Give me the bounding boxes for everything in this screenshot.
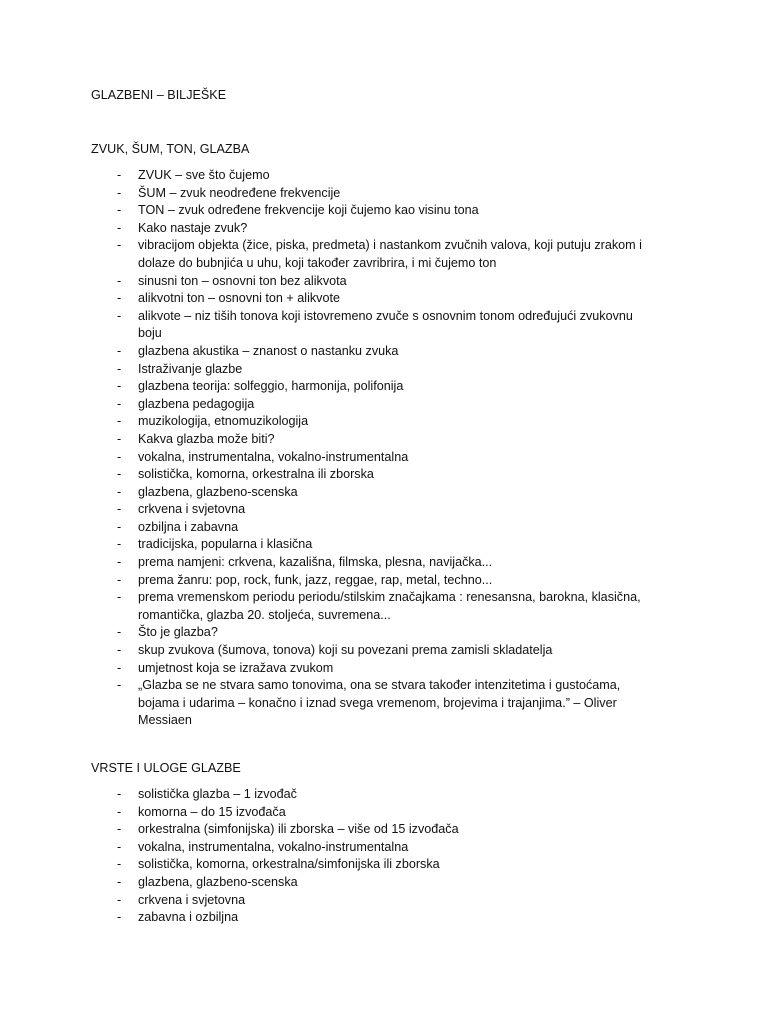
list-item (0, 874, 658, 892)
bullet-dash: - (117, 484, 122, 499)
list-item-text: crkvena i svjetovna (138, 892, 246, 907)
bullet-dash: - (117, 291, 122, 306)
bullet-dash: - (117, 555, 122, 570)
bullet-dash: - (117, 643, 122, 658)
list-item-text: orkestralna (simfonijska) ili zborska – više od 15 izvođača (138, 822, 459, 837)
bullet-dash: - (117, 519, 122, 534)
list-item (0, 343, 658, 361)
list-item-text: vokalna, instrumentalna, vokalno-instrumentalna (138, 839, 409, 854)
bullet-dash: - (117, 910, 122, 925)
list-item (0, 202, 658, 220)
list-item (0, 536, 658, 554)
list-item-text: Što je glazba? (138, 625, 218, 640)
list-item (0, 660, 658, 678)
bullet-dash: - (117, 625, 122, 640)
bullet-dash: - (117, 308, 122, 323)
list-item (0, 167, 658, 185)
list-item-text: Istraživanje glazbe (138, 361, 243, 376)
list-item-text: komorna – do 15 izvođača (138, 804, 286, 819)
list-item (0, 237, 658, 272)
list-item (0, 290, 658, 308)
bullet-dash: - (117, 857, 122, 872)
list-item-text: alikvote – niz tiših tonova koji istovremeno zvuče s osnovnim tonom određujući zvukovnu boju (138, 308, 633, 341)
list-item (0, 589, 658, 624)
list-item-text: solistička, komorna, orkestralna ili zborska (138, 467, 374, 482)
list-item (0, 308, 658, 343)
list-item (0, 892, 658, 910)
bullet-dash: - (117, 660, 122, 675)
list-item-text: glazbena, glazbeno-scenska (138, 484, 298, 499)
list-item-text: skup zvukova (šumova, tonova) koji su povezani prema zamisli skladatelja (138, 643, 553, 658)
bullet-dash: - (117, 804, 122, 819)
bullet-dash: - (117, 431, 122, 446)
bullet-dash: - (117, 273, 122, 288)
list-item-text: prema vremenskom periodu periodu/stilskim značajkama : renesansna, barokna, klasična, romantička, glazba 20. stoljeća, suvremena... (138, 590, 641, 622)
bullet-dash: - (117, 379, 122, 394)
list-item-text: alikvotni ton – osnovni ton + alikvote (138, 291, 340, 306)
bullet-dash: - (117, 787, 122, 801)
bullet-dash: - (117, 572, 122, 587)
notes-list-vrste (0, 786, 768, 927)
list-item (0, 484, 658, 502)
list-item (0, 909, 658, 927)
document-title: GLAZBENI – BILJEŠKE (91, 88, 227, 102)
list-item-text: glazbena akustika – znanost o nastanku zvuka (138, 343, 399, 358)
section-heading-zvuk: ZVUK, ŠUM, TON, GLAZBA (91, 142, 250, 156)
bullet-dash: - (117, 203, 122, 218)
bullet-dash: - (117, 168, 122, 182)
bullet-dash: - (117, 892, 122, 907)
list-item-text: zabavna i ozbiljna (138, 910, 239, 925)
list-item-text: „Glazba se ne stvara samo tonovima, ona se stvara također intenzitetima i gustoćama, bojama i udarima – konačno i iznad svega vremenom, brojevima i trajanjima.” – Oliver Messiaen (138, 678, 621, 728)
list-item-text: muzikologija, etnomuzikologija (138, 414, 309, 429)
bullet-dash: - (117, 396, 122, 411)
bullet-dash: - (117, 343, 122, 358)
list-item-text: solistička glazba – 1 izvođač (138, 787, 297, 801)
list-item-text: Kakva glazba može biti? (138, 431, 275, 446)
bullet-dash: - (117, 590, 122, 605)
list-item (0, 273, 658, 291)
bullet-dash: - (117, 414, 122, 429)
list-item (0, 677, 658, 730)
list-item-text: ZVUK – sve što čujemo (138, 168, 270, 182)
bullet-dash: - (117, 449, 122, 464)
list-item (0, 572, 658, 590)
bullet-dash: - (117, 678, 122, 693)
list-item-text: umjetnost koja se izražava zvukom (138, 660, 334, 675)
list-item-text: ŠUM – zvuk neodređene frekvencije (138, 185, 341, 200)
list-item-text: glazbena teorija: solfeggio, harmonija, polifonija (138, 379, 404, 394)
list-item (0, 361, 658, 379)
list-item (0, 839, 658, 857)
list-item-text: vibracijom objekta (žice, piska, predmeta) i nastankom zvučnih valova, koji putuju zrakom i dolaze do bubnjića u uhu, koji također zavribrira, i mi čujemo ton (138, 238, 642, 270)
list-item (0, 624, 658, 642)
bullet-dash: - (117, 361, 122, 376)
list-item (0, 804, 658, 822)
list-item-text: Kako nastaje zvuk? (138, 220, 248, 235)
list-item-text: vokalna, instrumentalna, vokalno-instrumentalna (138, 449, 409, 464)
bullet-dash: - (117, 874, 122, 889)
bullet-dash: - (117, 537, 122, 552)
bullet-dash: - (117, 839, 122, 854)
list-item (0, 642, 658, 660)
list-item-text: sinusni ton – osnovni ton bez alikvota (138, 273, 347, 288)
list-item (0, 554, 658, 572)
list-item (0, 185, 658, 203)
notes-list-zvuk (0, 167, 768, 730)
bullet-dash: - (117, 220, 122, 235)
list-item (0, 856, 658, 874)
list-item (0, 220, 658, 238)
list-item (0, 449, 658, 467)
list-item-text: prema namjeni: crkvena, kazališna, filmska, plesna, navijačka... (138, 555, 493, 570)
bullet-dash: - (117, 467, 122, 482)
section-heading-vrste: VRSTE I ULOGE GLAZBE (91, 761, 241, 775)
list-item (0, 786, 658, 804)
list-item-text: ozbiljna i zabavna (138, 519, 239, 534)
bullet-dash: - (117, 185, 122, 200)
list-item-text: solistička, komorna, orkestralna/simfonijska ili zborska (138, 857, 440, 872)
bullet-dash: - (117, 238, 122, 253)
list-item (0, 378, 658, 396)
list-item-text: tradicijska, popularna i klasična (138, 537, 313, 552)
list-item (0, 466, 658, 484)
list-item-text: crkvena i svjetovna (138, 502, 246, 517)
list-item (0, 501, 658, 519)
list-item (0, 396, 658, 414)
bullet-dash: - (117, 822, 122, 837)
list-item-text: TON – zvuk određene frekvencije koji čujemo kao visinu tona (138, 203, 479, 218)
bullet-dash: - (117, 502, 122, 517)
list-item (0, 821, 658, 839)
list-item-text: glazbena pedagogija (138, 396, 255, 411)
list-item (0, 519, 658, 537)
list-item-text: prema žanru: pop, rock, funk, jazz, reggae, rap, metal, techno... (138, 572, 493, 587)
list-item-text: glazbena, glazbeno-scenska (138, 874, 298, 889)
list-item (0, 431, 658, 449)
list-item (0, 413, 658, 431)
